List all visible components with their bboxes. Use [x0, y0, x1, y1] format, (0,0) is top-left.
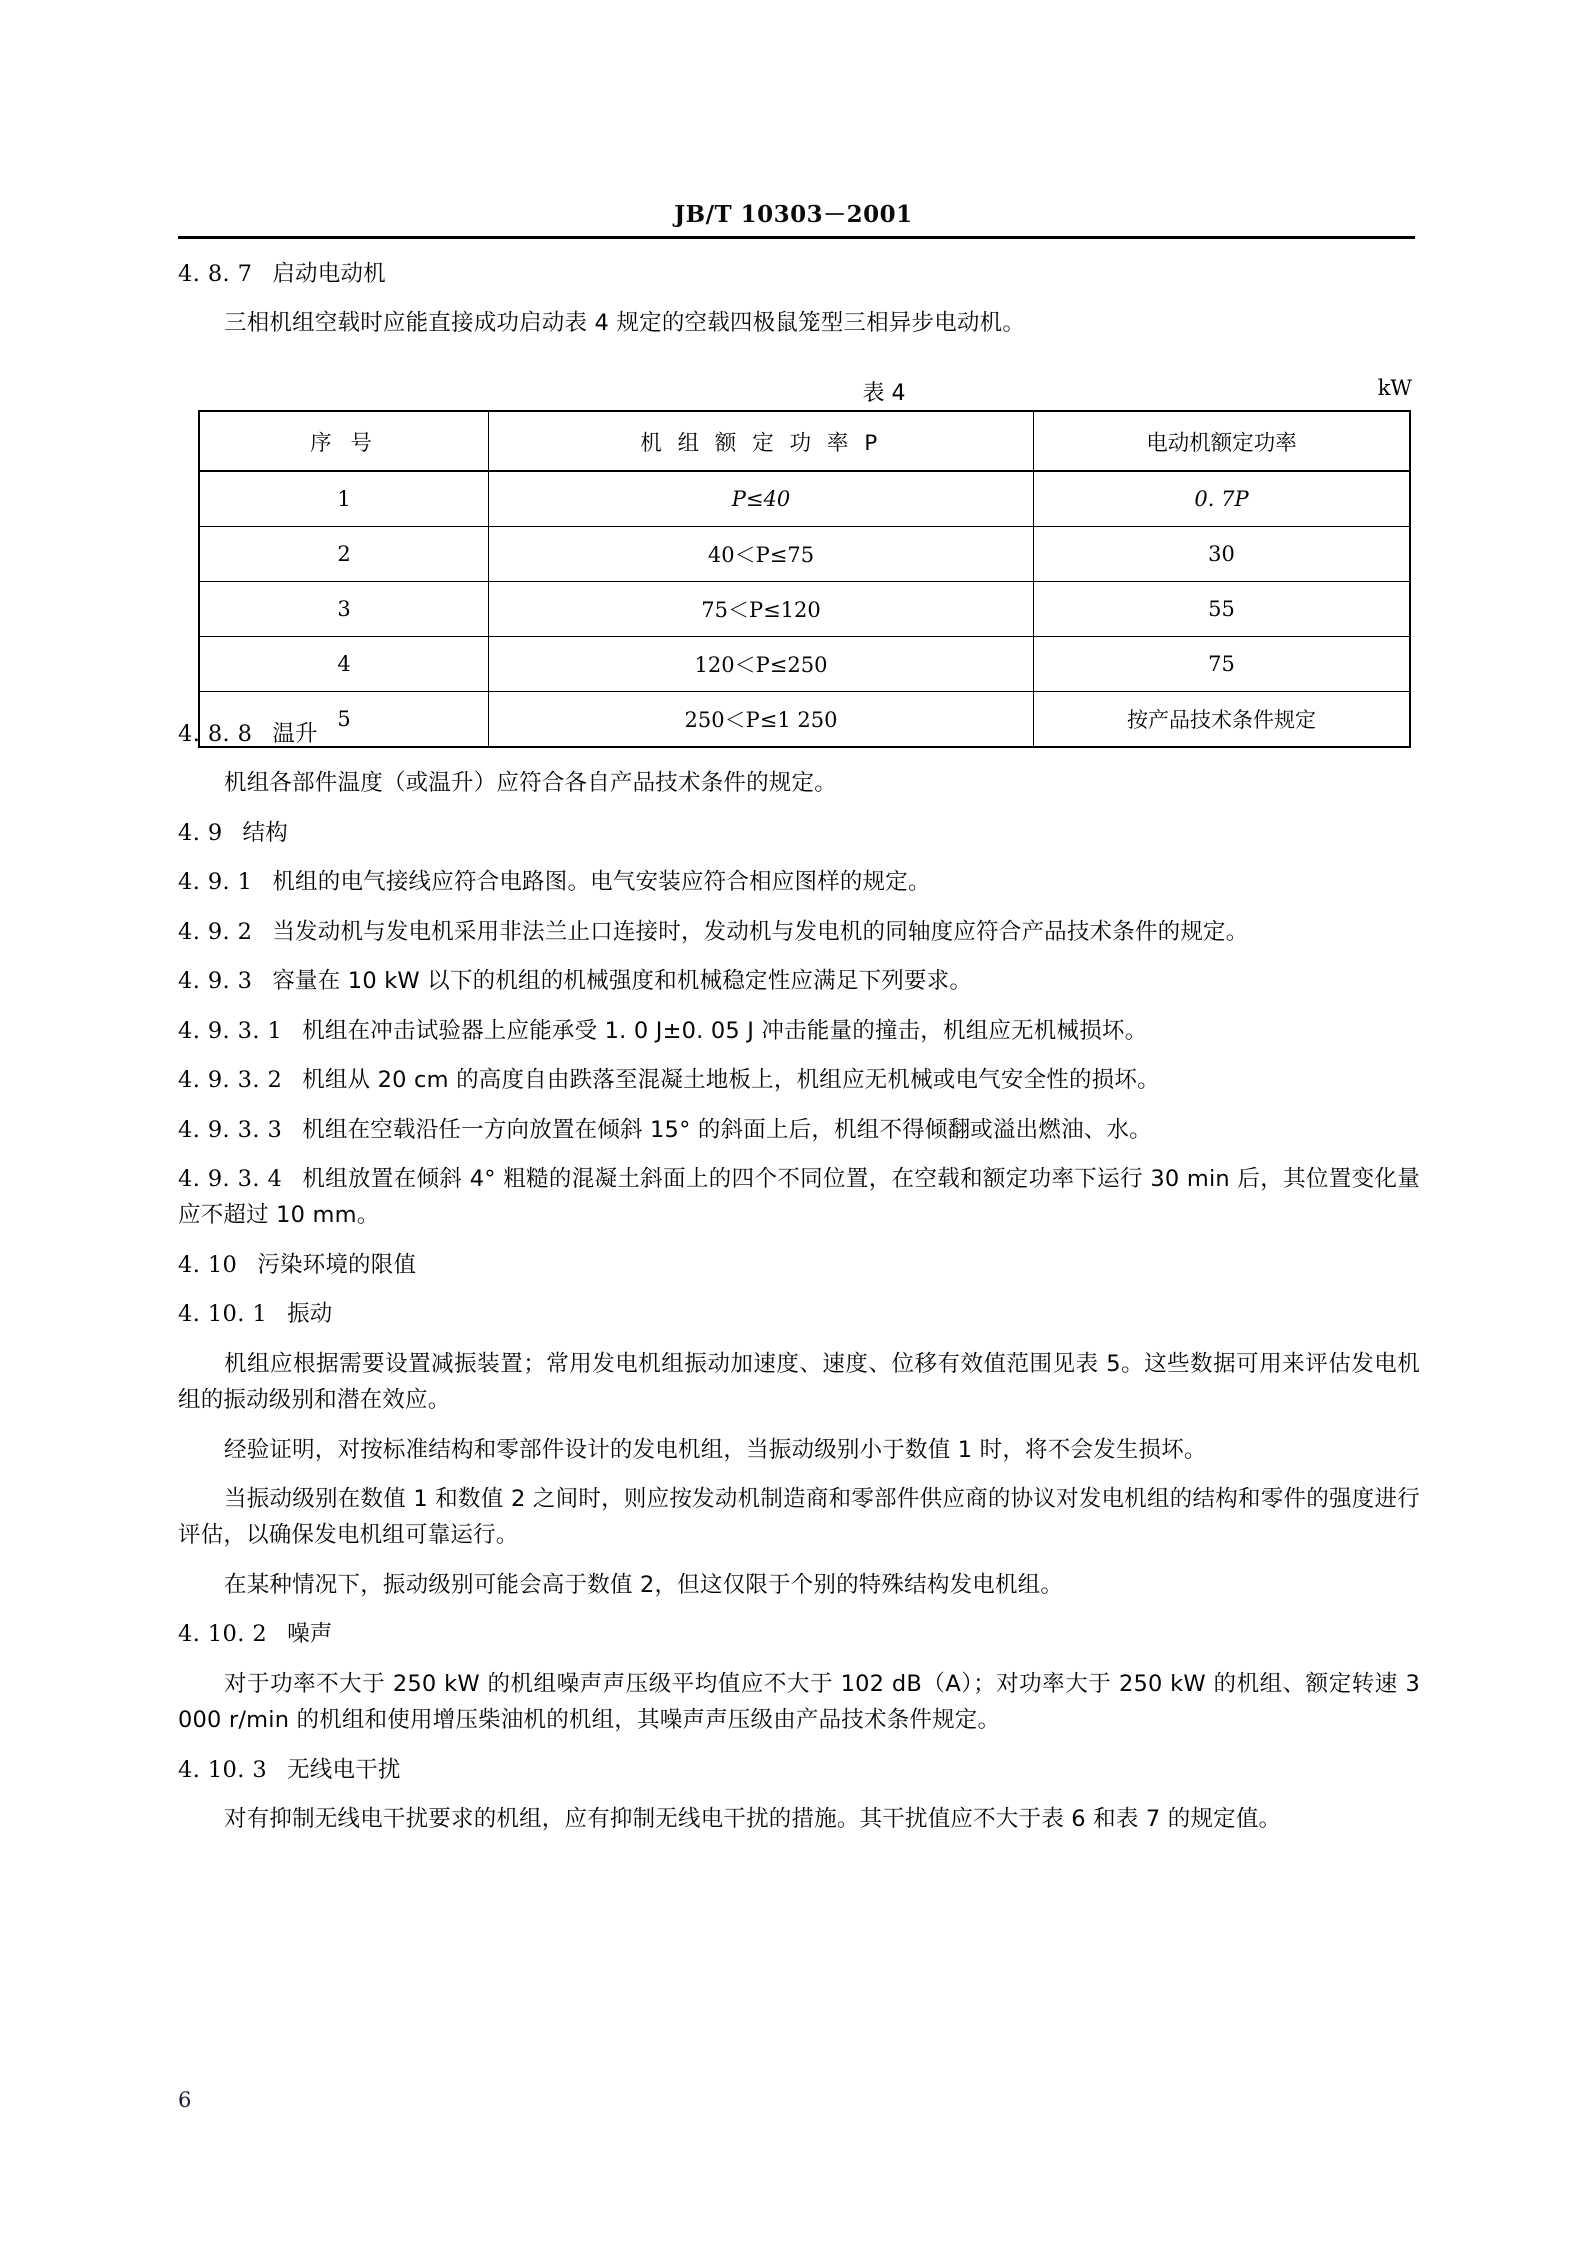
clause-4-9-3-3 — [178, 1112, 1420, 1148]
column-header-set-power: 机 组 额 定 功 率 P — [489, 411, 1034, 471]
clause-title: 结构 — [242, 819, 288, 846]
clause-4-10-1-para-4: 在某种情况下，振动级别可能会高于数值 2，但这仅限于个别的特殊结构发电机组。 — [224, 1571, 1064, 1598]
table-row — [199, 637, 1410, 692]
table-4 — [198, 410, 1411, 748]
clause-number: 4. 9. 3. 1 — [178, 1017, 283, 1044]
document-body-top — [178, 256, 1420, 355]
clause-number: 4. 9. 1 — [178, 869, 253, 896]
clause-title: 振动 — [287, 1301, 333, 1328]
column-header-index: 序 号 — [199, 411, 489, 471]
cell-set-power: 40＜P≤75 — [489, 527, 1034, 582]
clause-number: 4. 9. 3. 4 — [178, 1165, 283, 1192]
document-body-main — [178, 716, 1420, 1851]
cell-motor-power: 0. 7P — [1034, 471, 1411, 527]
clause-4-9 — [178, 815, 1420, 851]
clause-4-10-1-para-1: 机组应根据需要设置减振装置；常用发电机组振动加速度、速度、位移有效值范围见表 5。这些数据可用来评估发电机组的振动级别和潜在效应。 — [178, 1350, 1420, 1414]
cell-index: 5 — [199, 692, 489, 748]
cell-index: 4 — [199, 637, 489, 692]
clause-number: 4. 9. 2 — [178, 918, 253, 945]
table-header-row — [199, 411, 1410, 471]
clause-title: 噪声 — [287, 1621, 333, 1648]
clause-4-8-8-body: 机组各部件温度（或温升）应符合各自产品技术条件的规定。 — [224, 770, 837, 797]
column-header-motor-power: 电动机额定功率 — [1034, 411, 1411, 471]
page-number: 6 — [178, 2088, 192, 2112]
clause-4-9-3-4 — [178, 1161, 1420, 1234]
clause-4-9-2 — [178, 914, 1420, 950]
clause-number: 4. 9. 3 — [178, 968, 253, 995]
table-row — [199, 527, 1410, 582]
clause-4-9-3-2 — [178, 1062, 1420, 1098]
clause-title: 无线电干扰 — [287, 1756, 401, 1783]
clause-4-10-3 — [178, 1752, 1420, 1788]
clause-4-10-2-body: 对于功率不大于 250 kW 的机组噪声声压级平均值应不大于 102 dB（A）；对功率大于 250 kW 的机组、额定转速 3 000 r/min 的机组和使用增压柴油机的机组，其噪声声压级由产品技术条件规定。 — [178, 1670, 1420, 1734]
clause-text: 机组放置在倾斜 4° 粗糙的混凝土斜面上的四个不同位置，在空载和额定功率下运行 30 min 后，其位置变化量应不超过 10 mm。 — [178, 1165, 1420, 1229]
clause-4-8-8 — [178, 716, 1420, 752]
cell-index: 1 — [199, 471, 489, 527]
clause-text: 容量在 10 kW 以下的机组的机械强度和机械稳定性应满足下列要求。 — [272, 968, 973, 995]
clause-number: 4. 9. 3. 2 — [178, 1067, 283, 1094]
page-header — [178, 196, 1415, 239]
table-4-block — [178, 376, 1420, 748]
clause-4-9-1 — [178, 864, 1420, 900]
clause-title: 启动电动机 — [272, 261, 386, 287]
clause-4-10-1-para-2: 经验证明，对按标准结构和零部件设计的发电机组，当振动级别小于数值 1 时，将不会发生损坏。 — [224, 1436, 1207, 1463]
table-row — [199, 471, 1410, 527]
table-unit-label: kW — [1377, 376, 1412, 400]
standard-code: JB/T 10303－2001 — [674, 201, 913, 228]
table-row — [199, 582, 1410, 637]
cell-motor-power: 75 — [1034, 637, 1411, 692]
clause-4-10-1-para-3: 当振动级别在数值 1 和数值 2 之间时，则应按发动机制造商和零部件供应商的协议对发电机组的结构和零件的强度进行评估，以确保发电机组可靠运行。 — [178, 1486, 1420, 1549]
cell-motor-power: 按产品技术条件规定 — [1034, 692, 1411, 748]
clause-4-8-7-body: 三相机组空载时应能直接成功启动表 4 规定的空载四极鼠笼型三相异步电动机。 — [224, 310, 1026, 337]
clause-text: 机组的电气接线应符合电路图。电气安装应符合相应图样的规定。 — [272, 869, 931, 896]
cell-set-power: P≤40 — [489, 471, 1034, 527]
clause-4-8-7 — [178, 256, 1420, 292]
cell-index: 3 — [199, 582, 489, 637]
cell-motor-power: 30 — [1034, 527, 1411, 582]
clause-number: 4. 9 — [178, 819, 223, 846]
clause-4-9-3-1 — [178, 1013, 1420, 1049]
clause-title: 污染环境的限值 — [257, 1251, 417, 1278]
clause-number: 4. 10. 2 — [178, 1621, 268, 1648]
clause-4-9-3 — [178, 963, 1420, 999]
header-divider — [178, 236, 1415, 239]
cell-set-power: 75＜P≤120 — [489, 582, 1034, 637]
clause-number: 4. 10. 3 — [178, 1756, 268, 1783]
clause-text: 机组在冲击试验器上应能承受 1. 0 J±0. 05 J 冲击能量的撞击，机组应无机械损坏。 — [302, 1017, 1148, 1044]
clause-4-10 — [178, 1247, 1420, 1283]
clause-4-10-3-body: 对有抑制无线电干扰要求的机组，应有抑制无线电干扰的措施。其干扰值应不大于表 6 和表 7 的规定值。 — [224, 1806, 1282, 1833]
clause-title: 温升 — [272, 721, 318, 747]
clause-4-10-2 — [178, 1616, 1420, 1652]
clause-number: 4. 8. 7 — [178, 261, 253, 287]
clause-number: 4. 9. 3. 3 — [178, 1116, 283, 1143]
clause-4-10-1 — [178, 1296, 1420, 1332]
table-caption: 表 4 — [862, 381, 906, 406]
clause-text: 当发动机与发电机采用非法兰止口连接时，发动机与发电机的同轴度应符合产品技术条件的规定。 — [272, 918, 1249, 945]
cell-index: 2 — [199, 527, 489, 582]
clause-text: 机组在空载沿任一方向放置在倾斜 15° 的斜面上后，机组不得倾翻或溢出燃油、水。 — [302, 1116, 1152, 1143]
cell-set-power: 120＜P≤250 — [489, 637, 1034, 692]
cell-motor-power: 55 — [1034, 582, 1411, 637]
table-caption-line — [178, 376, 1420, 410]
clause-number: 4. 10 — [178, 1251, 238, 1278]
clause-number: 4. 8. 8 — [178, 721, 253, 747]
clause-text: 机组从 20 cm 的高度自由跌落至混凝土地板上，机组应无机械或电气安全性的损坏。 — [302, 1067, 1160, 1094]
clause-number: 4. 10. 1 — [178, 1301, 268, 1328]
cell-set-power: 250＜P≤1 250 — [489, 692, 1034, 748]
